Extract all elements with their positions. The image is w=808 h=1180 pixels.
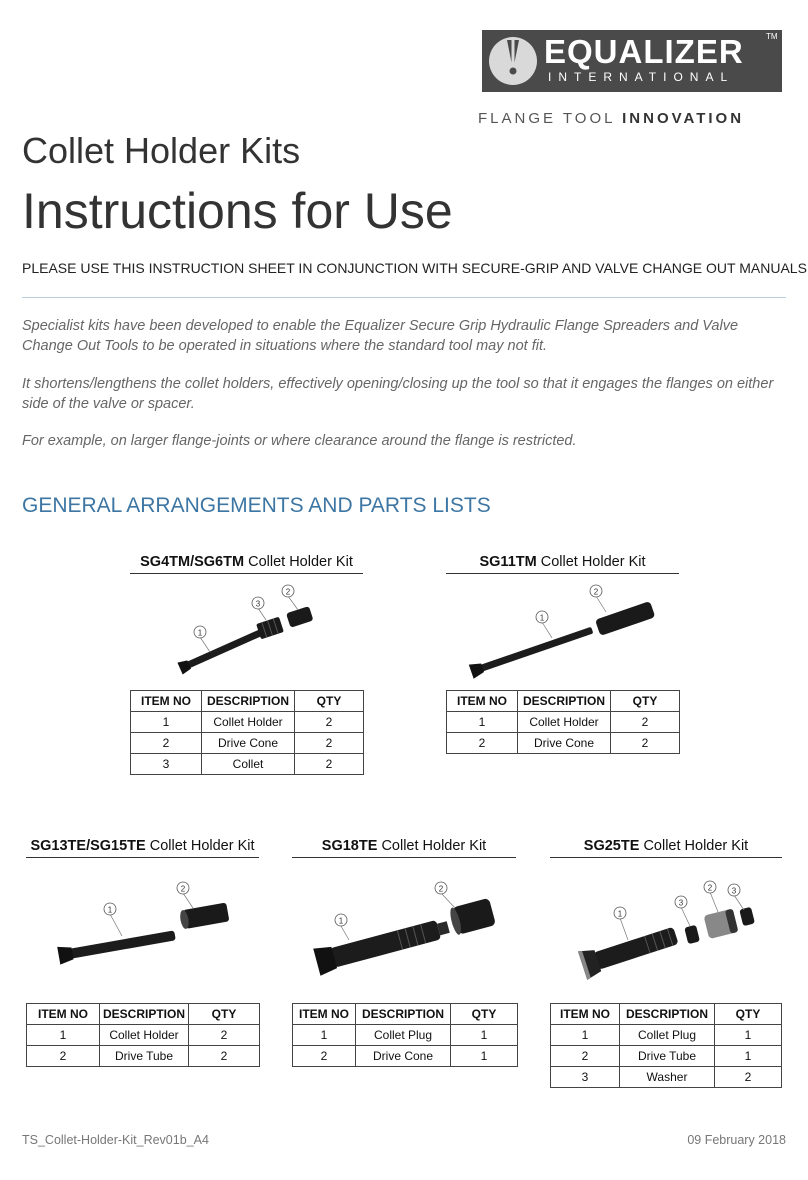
cell-item: 1 bbox=[551, 1025, 620, 1046]
kit-model: SG11TM bbox=[479, 554, 537, 570]
kit-illustration bbox=[570, 868, 770, 983]
table-header-row bbox=[551, 1004, 782, 1025]
callout-label: 3 bbox=[255, 599, 261, 609]
intro-paragraph-1: Specialist kits have been developed to enable the Equalizer Secure Grip Hydraulic Flange Spreaders and Valve Change Out Tools to be operated in situations where the standard tool may not fit. bbox=[22, 318, 739, 354]
cell-item: 2 bbox=[27, 1046, 100, 1067]
intro-paragraph-3: For example, on larger flange-joints or where clearance around the flange is restricted. bbox=[22, 433, 577, 449]
kit-model: SG13TE/SG15TE bbox=[30, 838, 146, 854]
kit-suffix: Collet Holder Kit bbox=[248, 554, 353, 570]
kit-model: SG25TE bbox=[583, 838, 640, 854]
callout-label: 1 bbox=[197, 628, 203, 638]
table-row bbox=[131, 733, 364, 754]
cell-qty: 1 bbox=[451, 1046, 518, 1067]
table-row bbox=[27, 1046, 260, 1067]
kit-suffix: Collet Holder Kit bbox=[381, 838, 487, 854]
cell-qty: 2 bbox=[611, 733, 680, 754]
cell-desc: Drive Tube bbox=[100, 1046, 189, 1067]
header-qty: QTY bbox=[189, 1004, 260, 1025]
table-row bbox=[293, 1025, 518, 1046]
header-desc: DESCRIPTION bbox=[356, 1004, 451, 1025]
table-header-row bbox=[27, 1004, 260, 1025]
divider bbox=[22, 297, 786, 298]
callout-label: 2 bbox=[438, 884, 444, 894]
parts-table bbox=[446, 690, 680, 754]
header-item: ITEM NO bbox=[293, 1004, 356, 1025]
header-item: ITEM NO bbox=[131, 691, 202, 712]
callout-label: 2 bbox=[180, 884, 186, 894]
cell-item: 1 bbox=[293, 1025, 356, 1046]
table-row bbox=[551, 1046, 782, 1067]
tagline bbox=[478, 110, 744, 127]
kit-illustration bbox=[305, 868, 505, 983]
header-desc: DESCRIPTION bbox=[202, 691, 295, 712]
header-item: ITEM NO bbox=[551, 1004, 620, 1025]
cell-qty: 1 bbox=[715, 1025, 782, 1046]
table-header-row bbox=[447, 691, 680, 712]
kit-title bbox=[26, 838, 259, 858]
kit-illustration bbox=[460, 580, 670, 680]
header-desc: DESCRIPTION bbox=[620, 1004, 715, 1025]
table-row bbox=[293, 1046, 518, 1067]
cell-item: 2 bbox=[293, 1046, 356, 1067]
kit-suffix: Collet Holder Kit bbox=[643, 838, 749, 854]
kit-illustration bbox=[50, 868, 240, 978]
parts-table bbox=[292, 1003, 518, 1067]
table-header-row bbox=[293, 1004, 518, 1025]
table-row bbox=[447, 712, 680, 733]
intro-paragraph-2: It shortens/lengthens the collet holders, effectively opening/closing up the tool so that it engages the flanges on either side of the valve or spacer. bbox=[22, 376, 774, 412]
kit-suffix: Collet Holder Kit bbox=[149, 838, 255, 854]
header-desc: DESCRIPTION bbox=[100, 1004, 189, 1025]
callout-label: 2 bbox=[593, 587, 599, 597]
table-header-row bbox=[131, 691, 364, 712]
cell-item: 2 bbox=[551, 1046, 620, 1067]
table-row bbox=[551, 1025, 782, 1046]
callout-label: 3 bbox=[678, 898, 684, 908]
table-row bbox=[131, 754, 364, 775]
callout-label: 1 bbox=[539, 613, 545, 623]
cell-qty: 1 bbox=[715, 1046, 782, 1067]
header-qty: QTY bbox=[611, 691, 680, 712]
header-item: ITEM NO bbox=[447, 691, 518, 712]
parts-table bbox=[550, 1003, 782, 1088]
header-qty: QTY bbox=[715, 1004, 782, 1025]
cell-desc: Drive Cone bbox=[518, 733, 611, 754]
cell-qty: 1 bbox=[451, 1025, 518, 1046]
callout-label: 2 bbox=[707, 883, 713, 893]
cell-qty: 2 bbox=[295, 712, 364, 733]
tagline-bold: INNOVATION bbox=[622, 110, 745, 127]
cell-item: 1 bbox=[131, 712, 202, 733]
cell-desc: Collet Holder bbox=[100, 1025, 189, 1046]
cell-desc: Drive Cone bbox=[202, 733, 295, 754]
tagline-light: FLANGE TOOL bbox=[478, 110, 615, 127]
kit-model: SG18TE bbox=[321, 838, 378, 854]
table-row bbox=[551, 1067, 782, 1088]
cell-desc: Collet Holder bbox=[202, 712, 295, 733]
logo-subtitle: INTERNATIONAL bbox=[548, 70, 735, 84]
cell-item: 1 bbox=[447, 712, 518, 733]
callout-label: 2 bbox=[285, 587, 291, 597]
cell-item: 1 bbox=[27, 1025, 100, 1046]
callout-label: 1 bbox=[107, 905, 113, 915]
callout-label: 1 bbox=[617, 909, 623, 919]
cell-item: 3 bbox=[551, 1067, 620, 1088]
kit-model: SG4TM/SG6TM bbox=[140, 554, 245, 570]
cell-qty: 2 bbox=[295, 733, 364, 754]
logo-mark-icon bbox=[486, 34, 540, 88]
footer-date: 09 February 2018 bbox=[687, 1133, 786, 1147]
cell-qty: 2 bbox=[295, 754, 364, 775]
doc-title: Collet Holder Kits bbox=[22, 130, 301, 171]
cell-desc: Drive Cone bbox=[356, 1046, 451, 1067]
kit-title bbox=[130, 554, 363, 574]
callout-label: 3 bbox=[731, 886, 737, 896]
cell-desc: Collet Plug bbox=[356, 1025, 451, 1046]
cell-item: 2 bbox=[131, 733, 202, 754]
footer-doc-ref: TS_Collet-Holder-Kit_Rev01b_A4 bbox=[22, 1133, 209, 1147]
cell-desc: Collet Holder bbox=[518, 712, 611, 733]
header-item: ITEM NO bbox=[27, 1004, 100, 1025]
cell-desc: Collet bbox=[202, 754, 295, 775]
cell-qty: 2 bbox=[189, 1046, 260, 1067]
cell-desc: Washer bbox=[620, 1067, 715, 1088]
header-qty: QTY bbox=[451, 1004, 518, 1025]
callout-label: 1 bbox=[338, 916, 344, 926]
table-row bbox=[27, 1025, 260, 1046]
doc-subtitle: Instructions for Use bbox=[22, 183, 453, 239]
section-title: GENERAL ARRANGEMENTS AND PARTS LISTS bbox=[22, 494, 491, 517]
kit-title bbox=[292, 838, 516, 858]
logo-name: EQUALIZER bbox=[544, 33, 744, 70]
cell-desc: Drive Tube bbox=[620, 1046, 715, 1067]
kit-title bbox=[550, 838, 782, 858]
cell-qty: 2 bbox=[611, 712, 680, 733]
cell-qty: 2 bbox=[189, 1025, 260, 1046]
header-qty: QTY bbox=[295, 691, 364, 712]
cell-item: 3 bbox=[131, 754, 202, 775]
kit-illustration bbox=[170, 580, 330, 680]
doc-notice: PLEASE USE THIS INSTRUCTION SHEET IN CONJUNCTION WITH SECURE-GRIP AND VALVE CHANGE OUT MANUALS bbox=[22, 260, 807, 276]
parts-table bbox=[26, 1003, 260, 1067]
cell-item: 2 bbox=[447, 733, 518, 754]
kit-title bbox=[446, 554, 679, 574]
table-row bbox=[131, 712, 364, 733]
kit-suffix: Collet Holder Kit bbox=[540, 554, 646, 570]
header-desc: DESCRIPTION bbox=[518, 691, 611, 712]
cell-qty: 2 bbox=[715, 1067, 782, 1088]
logo-trademark: TM bbox=[766, 32, 778, 41]
parts-table bbox=[130, 690, 364, 775]
table-row bbox=[447, 733, 680, 754]
cell-desc: Collet Plug bbox=[620, 1025, 715, 1046]
